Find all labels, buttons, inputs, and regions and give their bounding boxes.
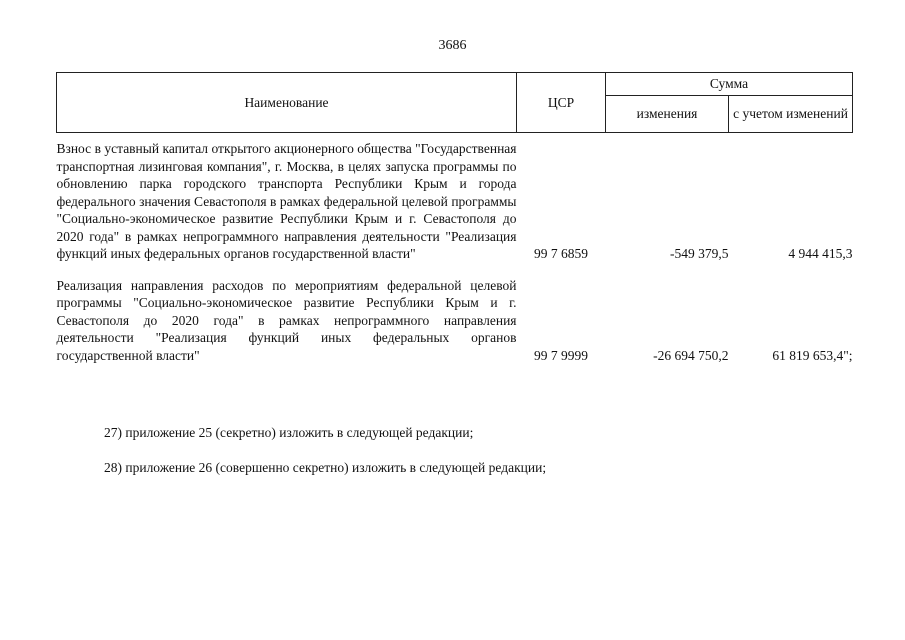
budget-table [56, 72, 853, 364]
paragraph-28: 28) приложение 26 (совершенно секретно) изложить в следующей редакции; [104, 460, 547, 475]
row-change: -26 694 750,2 [653, 347, 729, 363]
table-row [57, 133, 853, 263]
row-change: -549 379,5 [670, 246, 729, 261]
header-with-changes: с учетом изменений [729, 96, 853, 133]
header-sum: Сумма [606, 73, 853, 96]
row-name: Взнос в уставный капитал открытого акционерного общества "Государственная транспортная лизинговая компания", г. Москва, в целях запуска программы по обновлению парка городского транспорта Республики Крым и города федерального значения Севастополя в рамках федеральной целевой программы "Социально-экономическое развитие Республики Крым и г. Севастополя до 2020 года" в рамках непрограммного направления деятельности "Реализация функций иных федеральных органов государственной власти" [56, 141, 517, 261]
header-name: Наименование [57, 73, 517, 133]
row-csr: 99 7 9999 [534, 347, 588, 363]
row-name: Реализация направления расходов по мероприятиям федеральной целевой программы "Социально-экономическое развитие Республики Крым и г. Севастополя до 2020 года" в рамках непрограммного направления деятельности "Реализация функций иных федеральных органов государственной власти" [56, 277, 517, 363]
row-total: 61 819 653,4"; [772, 347, 853, 363]
page-number: 3686 [438, 38, 467, 53]
header-changes: изменения [606, 96, 729, 133]
paragraph-27: 27) приложение 25 (секретно) изложить в следующей редакции; [104, 425, 474, 440]
row-total: 4 944 415,3 [788, 246, 853, 261]
header-csr: ЦСР [517, 73, 606, 133]
table-row [57, 263, 853, 365]
row-csr: 99 7 6859 [534, 246, 588, 261]
